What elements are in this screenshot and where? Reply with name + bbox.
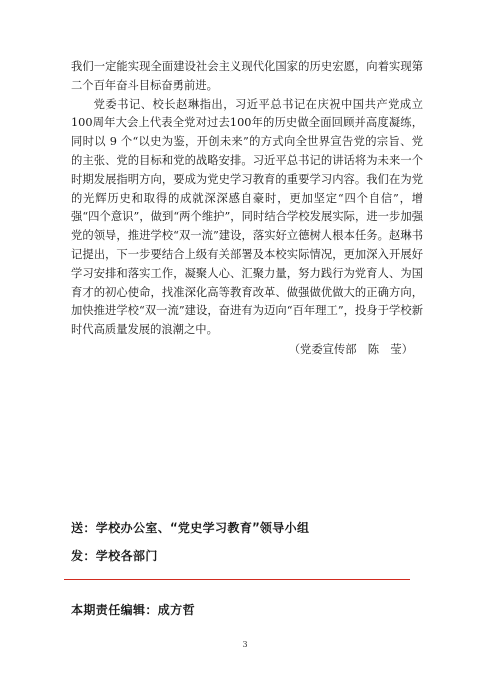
- article-signature: （党委宣传部 陈 莹）: [288, 342, 413, 356]
- distribution-to: 送：学校办公室、“党史学习教育”领导小组: [71, 521, 310, 535]
- article-paragraph-1: 我们一定能实现全面建设社会主义现代化国家的历史宏愿，向着实现第二个百年奋斗目标奋勇前进。: [71, 60, 423, 92]
- responsible-editor: 本期责任编辑：成方哲: [71, 603, 196, 617]
- red-divider-line: [64, 579, 410, 580]
- page-number: 3: [242, 640, 248, 649]
- article-paragraph-2: 党委书记、校长赵琳指出，习近平总书记在庆祝中国共产党成立100周年大会上代表全党对过去100年的历史做全面回顾并高度凝练，同时以 9 个“以史为鉴，开创未来”的方式向全世界宣告党的宗旨、党的主张、党的目标和党的战略安排。习近平总书记的讲话将为未来一个时期发展指明方向，要成为党史学习教育的重要学习内容。我们在为党的光辉历史和取得的成就深深感自豪时，更加坚定“四个自信”，增强“四个意识”，做到“两个维护”，同时结合学校发展实际，进一步加强党的领导，推进学校“双一流”建设，落实好立德树人根本任务。赵琳书记提出，下一步要结合上级有关部署及本校实际情况，更加深入开展好学习安排和落实工作，凝聚人心、汇聚力量，努力践行为党育人、为国育才的初心使命，找准深化高等教育改革、做强做优做大的正确方向，加快推进学校“双一流”建设，奋进有为迈向“百年理工”，投身于学校新时代高质量发展的浪潮之中。: [71, 97, 423, 337]
- article-body: [71, 58, 423, 360]
- distribution-from: 发：学校各部门: [71, 549, 158, 563]
